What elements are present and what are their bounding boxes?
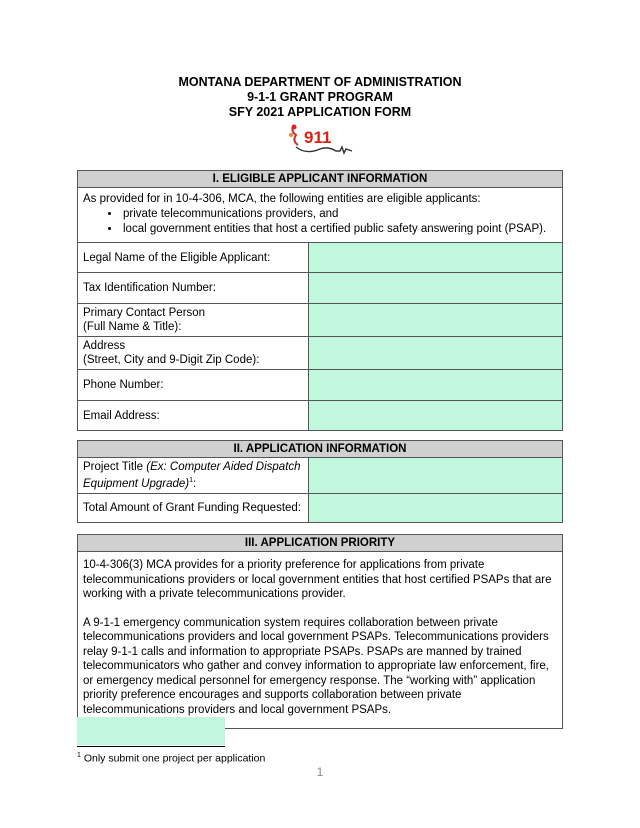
page-number: 1 — [316, 765, 324, 779]
footnote — [77, 752, 265, 765]
address-label: Address — [83, 340, 126, 352]
email-label: Email Address: — [78, 401, 309, 431]
document-header — [0, 75, 640, 120]
footnote-mark: 1 — [77, 752, 81, 759]
address-label-cell — [78, 337, 309, 370]
contact-person-sublabel: (Full Name & Title): — [83, 321, 182, 333]
project-title-label: Project Title — [83, 461, 147, 473]
tax-id-label: Tax Identification Number: — [78, 273, 309, 304]
footnote-divider — [77, 746, 225, 747]
funding-amount-label: Total Amount of Grant Funding Requested: — [78, 493, 309, 522]
section-1-title: I. ELIGIBLE APPLICANT INFORMATION — [78, 171, 563, 188]
address-sublabel: (Street, City and 9-Digit Zip Code): — [83, 354, 260, 366]
eligibility-intro: As provided for in 10-4-306, MCA, the following entities are eligible applicants: — [83, 193, 481, 205]
contact-person-label: Primary Contact Person — [83, 307, 206, 319]
legal-name-field[interactable] — [309, 243, 563, 273]
address-field[interactable] — [309, 337, 563, 370]
contact-person-field[interactable] — [309, 304, 563, 337]
section-2-title: II. APPLICATION INFORMATION — [78, 441, 563, 458]
header-line-3: SFY 2021 APPLICATION FORM — [228, 105, 412, 119]
application-priority-table — [77, 534, 563, 729]
911-logo-icon — [286, 121, 356, 157]
footnote-ref: 1 — [189, 477, 194, 484]
phone-label: Phone Number: — [78, 370, 309, 401]
tax-id-field[interactable] — [309, 273, 563, 304]
priority-text-cell — [78, 552, 563, 729]
eligibility-list — [83, 207, 557, 237]
project-title-label-cell — [78, 458, 309, 494]
eligibility-item: • private telecommunications providers, and — [121, 207, 557, 222]
contact-person-label-cell — [78, 304, 309, 337]
eligible-applicant-table — [77, 170, 563, 431]
section-3-title: III. APPLICATION PRIORITY — [78, 535, 563, 552]
project-title-example: (Ex: Computer Aided Dispatch Equipment Upgrade) — [83, 461, 301, 490]
phone-field[interactable] — [309, 370, 563, 401]
priority-paragraph-1: 10-4-306(3) MCA provides for a priority preference for applications from private telecommunications providers or local government entities that host certified PSAPs that are working with a private telecommunications provider. — [83, 559, 552, 600]
funding-amount-field[interactable] — [309, 493, 563, 522]
priority-paragraph-2: A 9-1-1 emergency communication system requires collaboration between private telecommunications providers and local government PSAPs. Telecommunications providers relay 9-1-1 calls and information to appropriate PSAPs. PSAPs are manned by trained telecommunicators who gather and convey information to appropriate law enforcement, fire, or emergency medical personnel for emergency response. The “working with” application priority preference encourages and supports collaboration between private telecommunications providers and local government PSAPs. — [83, 616, 549, 716]
project-title-colon: : — [193, 477, 197, 490]
project-title-field[interactable] — [309, 458, 563, 494]
application-info-table — [77, 440, 563, 523]
eligibility-item: • local government entities that host a certified public safety answering point (PSAP). — [121, 222, 557, 237]
footnote-text: Only submit one project per application — [80, 752, 266, 765]
highlight-block — [77, 717, 225, 745]
svg-text:911: 911 — [304, 128, 332, 147]
header-line-2: 9-1-1 GRANT PROGRAM — [247, 90, 393, 104]
email-field[interactable] — [309, 401, 563, 431]
legal-name-label: Legal Name of the Eligible Applicant: — [78, 243, 309, 273]
eligibility-intro-cell — [78, 188, 563, 243]
header-line-1: MONTANA DEPARTMENT OF ADMINISTRATION — [178, 75, 462, 89]
